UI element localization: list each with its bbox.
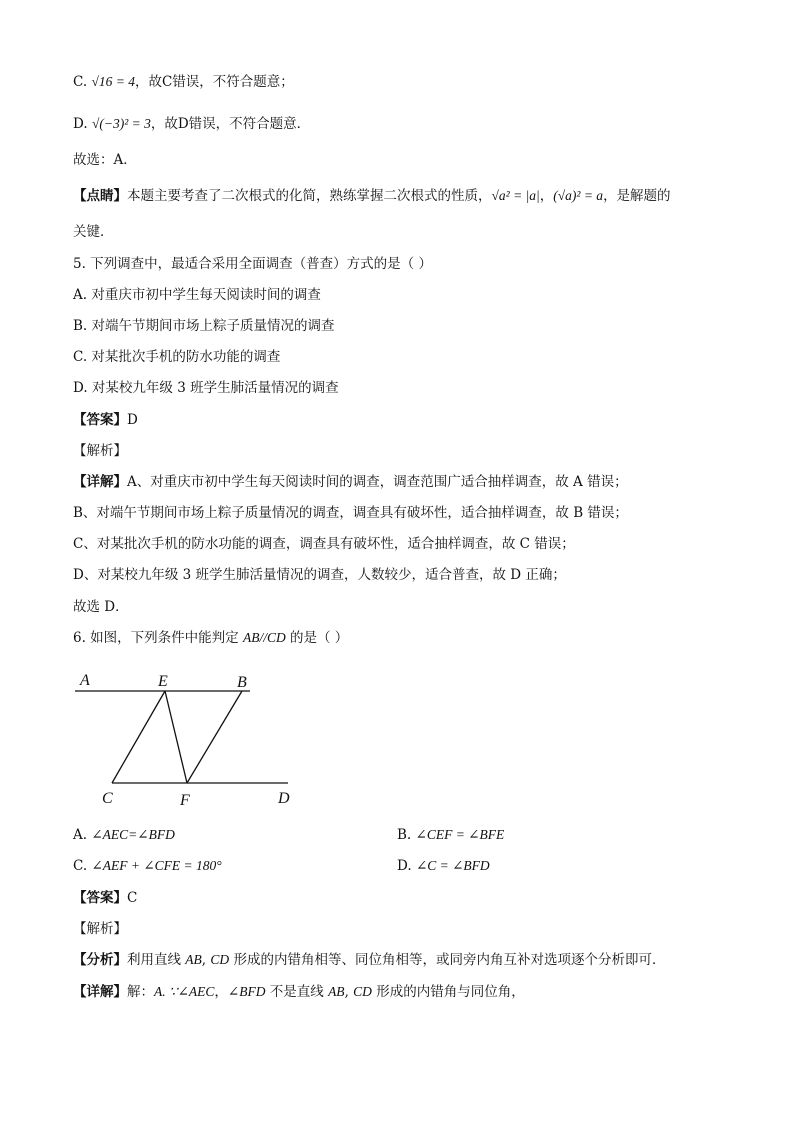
q6-jiexi: 【解析】	[73, 921, 127, 937]
question-5: 5. 下列调查中，最适合采用全面调查（普查）方式的是（ ）	[73, 256, 432, 272]
fenxi-text-end: 形成的内错角相等、同位角相等，或同旁内角互补对选项逐个分析即可．	[229, 952, 666, 968]
dianjing-continue: 关键．	[73, 224, 114, 240]
q5-option-b: B. 对端午节期间市场上粽子质量情况的调查	[73, 318, 335, 334]
option-label: B.	[397, 827, 416, 843]
point-label-f: F	[180, 792, 190, 809]
dianjing-end: ，是解题的	[603, 188, 671, 204]
choose-a-line: 故选：A．	[73, 152, 137, 168]
answer-tag: 【答案】	[73, 890, 127, 906]
detail-sep: ，	[214, 984, 228, 1000]
formula-abs: √a² = |a|	[491, 188, 540, 203]
answer-value: C	[127, 890, 138, 906]
segment-fb	[187, 691, 242, 783]
q5-answer	[73, 410, 138, 430]
separator: ，	[539, 188, 554, 204]
option-text: ，故D错误，不符合题意．	[150, 116, 311, 132]
sqrt-formula: √16 = 4	[91, 74, 135, 89]
point-label-e: E	[158, 673, 168, 690]
point-label-c: C	[102, 790, 113, 807]
option-text: ，故C错误，不符合题意；	[134, 74, 294, 90]
q5-option-d: D. 对某校九年级 3 班学生肺活量情况的调查	[73, 380, 339, 396]
fenxi-text: 利用直线	[127, 952, 186, 968]
q6-answer	[73, 888, 137, 908]
q5-option-c: C. 对某批次手机的防水功能的调查	[73, 349, 281, 365]
segment-ef	[165, 691, 187, 783]
detail-math-3: AB	[328, 984, 345, 999]
q5-option-a: A. 对重庆市初中学生每天阅读时间的调查	[73, 287, 321, 303]
dianjing-text: 本题主要考查了二次根式的化简，熟练掌握二次根式的性质，	[127, 188, 492, 204]
q6-text: 6. 如图，下列条件中能判定	[73, 630, 243, 646]
fenxi-sep: ,	[201, 952, 211, 968]
answer-value: D	[127, 412, 138, 428]
detail-text-2: 不是直线	[265, 984, 329, 1000]
q5-detail-d: D、对某校九年级 3 班学生肺活量情况的调查，人数较少，适合普查，故 D 正确；	[73, 567, 566, 583]
dianjing-line	[73, 186, 671, 206]
option-label: C.	[73, 858, 92, 874]
fenxi-math-cd: CD	[210, 952, 230, 967]
fenxi-tag: 【分析】	[73, 952, 127, 968]
option-label: C.	[73, 74, 92, 90]
q6-option-b	[397, 825, 504, 845]
option-formula: ∠AEC=∠BFD	[91, 827, 175, 842]
detail-text-3: 形成的内错角与同位角，	[371, 984, 525, 1000]
detail-math-4: CD	[353, 984, 372, 999]
q6-fenxi	[73, 950, 665, 970]
formula-square: (√a)² = a	[553, 188, 604, 203]
option-formula: ∠AEF + ∠CFE = 180°	[91, 858, 222, 873]
q5-detail-c: C、对某批次手机的防水功能的调查，调查具有破坏性，适合抽样调查，故 C 错误；	[73, 536, 575, 552]
q6-option-d	[397, 856, 490, 876]
point-label-b: B	[237, 674, 247, 691]
q6-option-a	[73, 825, 175, 845]
detail-text: 解：	[127, 984, 154, 1000]
option-label: D.	[397, 858, 416, 874]
line-c-option	[73, 72, 294, 92]
option-formula: ∠C = ∠BFD	[415, 858, 490, 873]
fenxi-math-ab: AB	[185, 952, 202, 967]
line-d-option	[73, 114, 310, 134]
option-label: A.	[73, 827, 92, 843]
detail-math-1: A. ∵∠AEC	[154, 984, 215, 999]
question-6	[73, 628, 348, 648]
q6-text-end: 的是（ ）	[285, 630, 349, 646]
geometry-figure	[70, 665, 300, 810]
answer-tag: 【答案】	[73, 412, 127, 428]
q5-jiexi: 【解析】	[73, 443, 127, 459]
segment-ce	[112, 691, 165, 783]
q6-detail	[73, 982, 525, 1002]
detail-text: A、对重庆市初中学生每天阅读时间的调查，调查范围广适合抽样调查，故 A 错误；	[127, 474, 628, 490]
dianjing-tag: 【点睛】	[73, 188, 127, 204]
point-label-d: D	[278, 790, 290, 807]
point-label-a: A	[80, 672, 90, 689]
q5-detail-b: B、对端午节期间市场上粽子质量情况的调查，调查具有破坏性，适合抽样调查，故 B 错误；	[73, 505, 628, 521]
detail-tag: 【详解】	[73, 474, 127, 490]
q6-formula: AB//CD	[242, 630, 286, 645]
q5-choose: 故选 D．	[73, 599, 129, 615]
q6-option-c	[73, 856, 222, 876]
sqrt-formula: √(−3)² = 3	[91, 116, 151, 131]
q5-detail-a	[73, 472, 628, 492]
detail-math-2: ∠BFD	[227, 984, 266, 999]
option-label: D.	[73, 116, 92, 132]
detail-sep-2: ,	[344, 984, 354, 1000]
detail-tag: 【详解】	[73, 984, 127, 1000]
option-formula: ∠CEF = ∠BFE	[415, 827, 505, 842]
